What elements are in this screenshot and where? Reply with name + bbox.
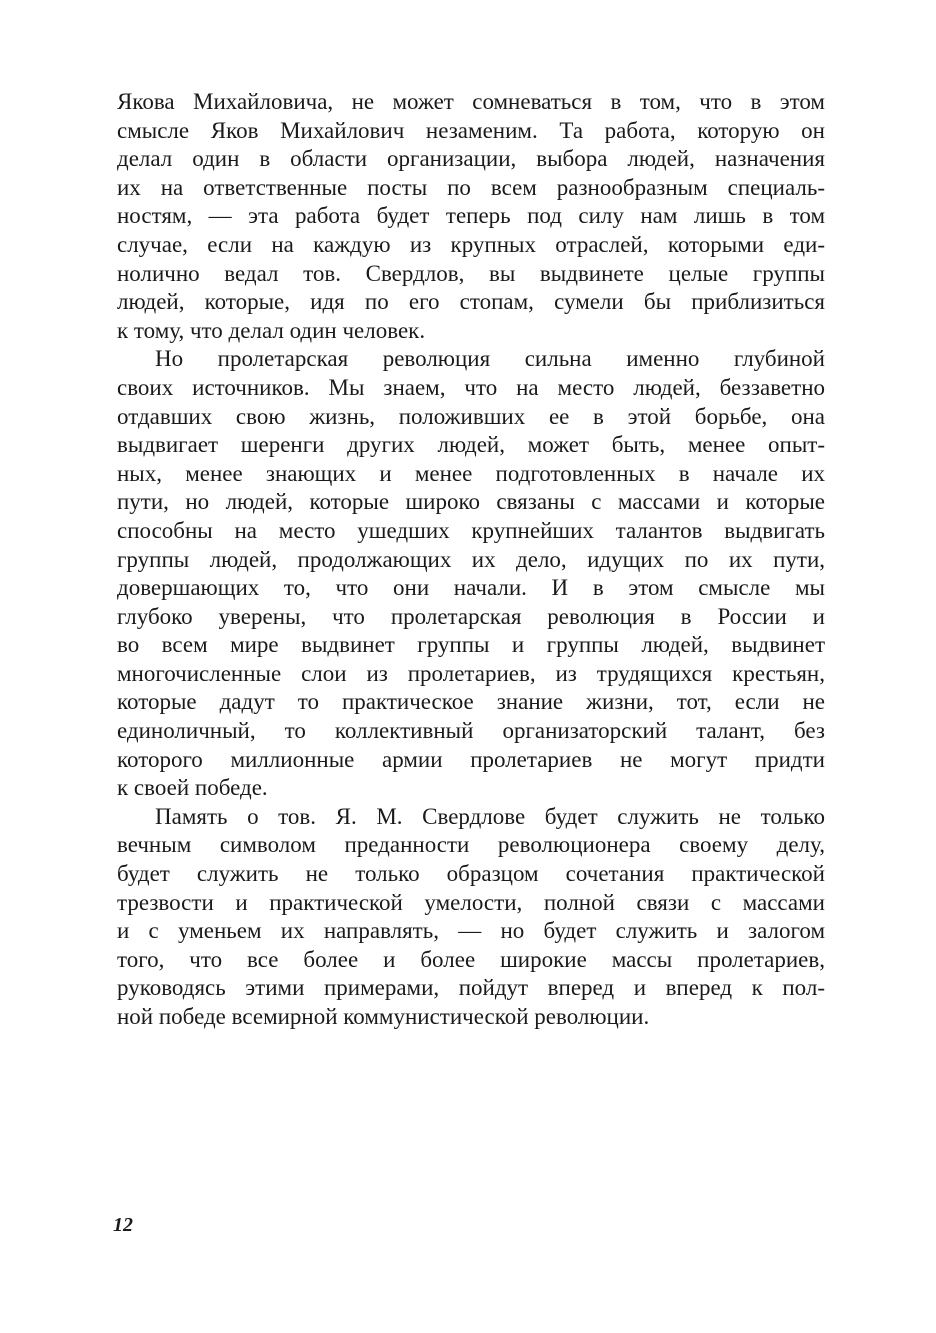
text-line: глубоко уверены, что пролетарская революция в России и bbox=[117, 603, 825, 629]
text-line: которые дадут то практическое знание жизни, тот, если не bbox=[117, 689, 825, 715]
text-line: трезвости и практической умелости, полной связи с массами bbox=[117, 889, 825, 915]
text-line: будет служить не только образцом сочетания практической bbox=[117, 861, 825, 887]
text-line: смысле Яков Михайлович незаменим. Та работа, которую он bbox=[117, 117, 825, 143]
text-line: ных, менее знающих и менее подготовленных в начале их bbox=[117, 460, 825, 486]
page-number: 12 bbox=[113, 1214, 133, 1236]
text-line: Память о тов. Я. М. Свердлове будет служить не только bbox=[155, 803, 825, 829]
text-line: того, что все более и более широкие массы пролетариев, bbox=[117, 946, 825, 972]
text-line: пути, но людей, которые широко связаны с массами и которые bbox=[117, 489, 825, 515]
text-line: к своей победе. bbox=[117, 775, 268, 801]
text-line: довершающих то, что они начали. И в этом смысле мы bbox=[117, 575, 825, 601]
paragraph bbox=[117, 88, 825, 345]
paragraph bbox=[117, 345, 825, 803]
text-line: случае, если на каждую из крупных отраслей, которыми еди- bbox=[117, 231, 825, 257]
text-line: во всем мире выдвинет группы и группы людей, выдвинет bbox=[117, 632, 825, 658]
text-line: ной победе всемирной коммунистической революции. bbox=[117, 1004, 650, 1029]
text-line: многочисленные слои из пролетариев, из трудящихся крестьян, bbox=[117, 660, 825, 686]
text-line: руководясь этими примерами, пойдут вперед и вперед к пол- bbox=[117, 975, 825, 1001]
text-line: которого миллионные армии пролетариев не могут придти bbox=[117, 746, 825, 772]
text-line: своих источников. Мы знаем, что на место людей, беззаветно bbox=[117, 374, 825, 400]
text-line: и с уменьем их направлять, — но будет служить и залогом bbox=[117, 918, 825, 944]
text-line: ностям, — эта работа будет теперь под силу нам лишь в том bbox=[117, 203, 825, 229]
body-text bbox=[117, 88, 825, 1032]
text-line: к тому, что делал один человек. bbox=[117, 317, 426, 343]
text-line: нолично ведал тов. Свердлов, вы выдвинете целые группы bbox=[117, 260, 825, 286]
text-line: группы людей, продолжающих их дело, идущих по их пути, bbox=[117, 546, 825, 572]
text-line: единоличный, то коллективный организаторский талант, без bbox=[117, 718, 825, 744]
text-line: вечным символом преданности революционера своему делу, bbox=[117, 832, 825, 858]
text-line: отдавших свою жизнь, положивших ее в этой борьбе, она bbox=[117, 403, 825, 429]
text-line: выдвигает шеренги других людей, может быть, менее опыт- bbox=[117, 432, 825, 458]
paragraph bbox=[117, 803, 825, 1032]
text-line: Но пролетарская революция сильна именно глубиной bbox=[155, 346, 825, 372]
text-line: их на ответственные посты по всем разнообразным специаль- bbox=[117, 174, 825, 200]
text-line: Якова Михайловича, не может сомневаться в том, что в этом bbox=[117, 89, 825, 114]
text-line: людей, которые, идя по его стопам, сумели бы приблизиться bbox=[117, 289, 825, 315]
text-line: способны на место ушедших крупнейших талантов выдвигать bbox=[117, 517, 825, 543]
text-line: делал один в области организации, выбора людей, назначения bbox=[117, 146, 825, 172]
